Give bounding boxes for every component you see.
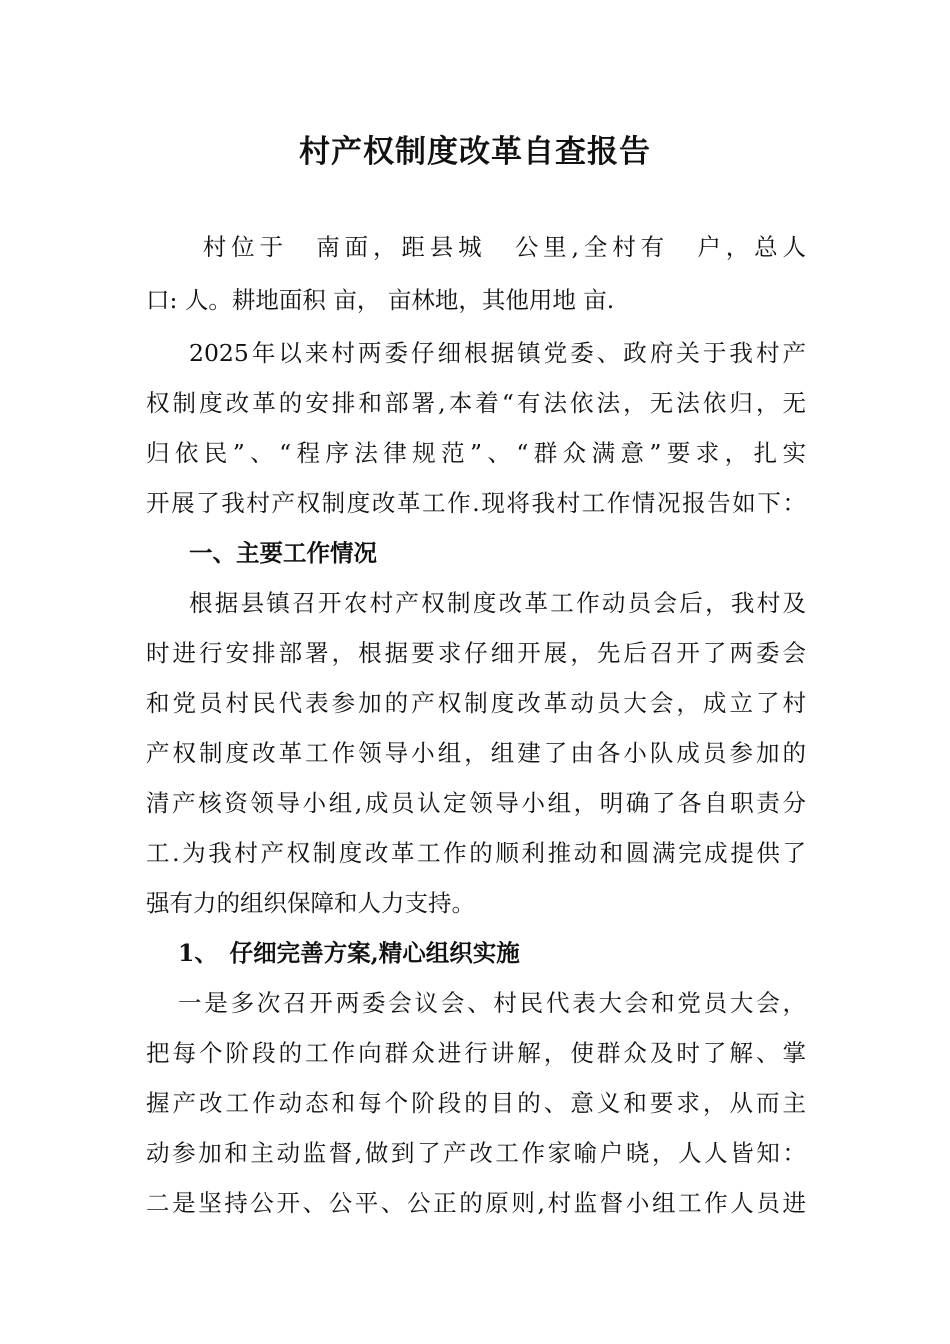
paragraph-line: 时进行安排部署，根据要求仔细开展，先后召开了两委会 xyxy=(146,639,806,667)
paragraph-line: 动参加和主动监督,做到了产改工作家喻户晓，人人皆知： xyxy=(146,1139,806,1167)
paragraph-line: 强有力的组织保障和人力支持。 xyxy=(146,889,475,917)
section-heading: 一、主要工作情况 xyxy=(189,539,377,567)
paragraph-line: 开展了我村产权制度改革工作.现将我村工作情况报告如下： xyxy=(146,489,806,517)
paragraph-line: 2025年以来村两委仔细根据镇党委、政府关于我村产 xyxy=(189,339,806,367)
paragraph-line: 产权制度改革工作领导小组，组建了由各小队成员参加的 xyxy=(146,739,806,767)
paragraph-line: 握产改工作动态和每个阶段的目的、意义和要求，从而主 xyxy=(146,1089,806,1117)
paragraph-line: 根据县镇召开农村产权制度改革工作动员会后，我村及 xyxy=(189,589,806,617)
paragraph-line: 把每个阶段的工作向群众进行讲解，使群众及时了解、掌 xyxy=(146,1039,806,1067)
subsection-heading: 1、 仔细完善方案,精心组织实施 xyxy=(178,939,520,967)
document-title: 村产权制度改革自查报告 xyxy=(299,134,651,170)
paragraph-line: 权制度改革的安排和部署,本着“有法依法，无法依归，无 xyxy=(146,389,806,417)
paragraph-line: 二是坚持公开、公平、公正的原则,村监督小组工作人员进 xyxy=(146,1189,806,1217)
paragraph-line: 清产核资领导小组,成员认定领导小组，明确了各自职责分 xyxy=(146,789,806,817)
paragraph-line: 村位于 南面，距县城 公里,全村有 户，总人 xyxy=(146,233,806,261)
paragraph-line: 归依民”、“程序法律规范”、“群众满意”要求，扎实 xyxy=(146,439,806,467)
paragraph-line: 和党员村民代表参加的产权制度改革动员大会，成立了村 xyxy=(146,689,806,717)
paragraph-line: 口: 人。耕地面积 亩， 亩林地，其他用地 亩. xyxy=(146,286,615,314)
paragraph-line: 一是多次召开两委会议会、村民代表大会和党员大会， xyxy=(178,989,806,1017)
paragraph-line: 工.为我村产权制度改革工作的顺利推动和圆满完成提供了 xyxy=(146,839,806,867)
